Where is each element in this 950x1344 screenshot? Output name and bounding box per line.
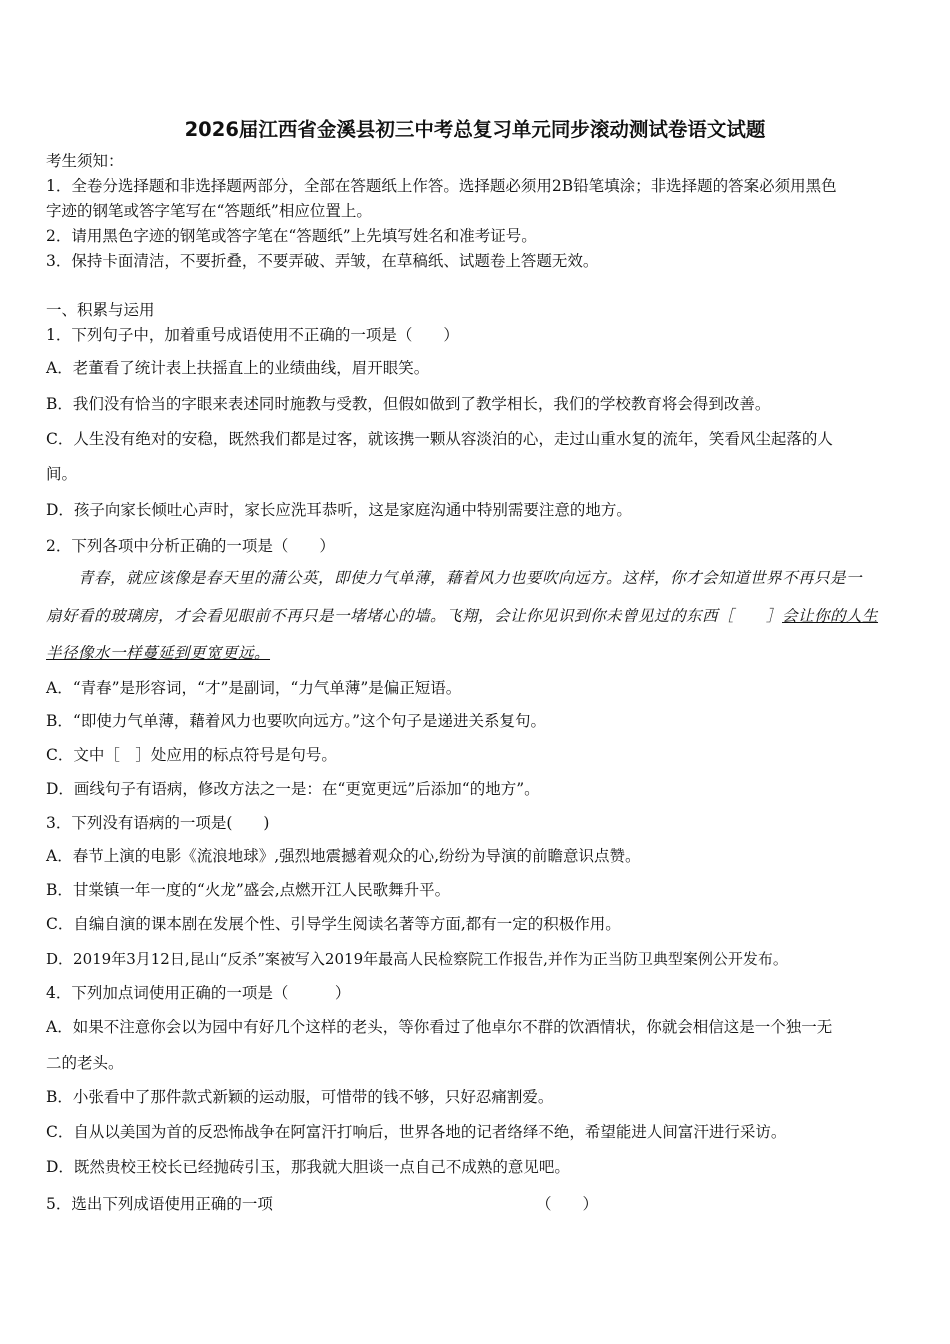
passage-text: 扇好看的玻璃房，才会看见眼前不再只是一堵堵心的墙。飞翔，会让你见识到你未曾见过的东西［ ］ — [46, 607, 783, 625]
question-stem: 4．下列加点词使用正确的一项是（ ） — [46, 984, 351, 1002]
question-stem: 1．下列句子中，加着重号成语使用不正确的一项是（ ） — [46, 326, 459, 344]
question-stem: 2．下列各项中分析正确的一项是（ ） — [46, 537, 335, 555]
question-stem: 3．下列没有语病的一项是( ) — [46, 814, 270, 832]
option: B．“即使力气单薄，藉着风力也要吹向远方。”这个句子是递进关系复句。 — [46, 712, 546, 730]
option: D．画线句子有语病，修改方法之一是：在“更宽更远”后添加“的地方”。 — [46, 780, 540, 798]
option: D．2019年3月12日,昆山“反杀”案被写入2019年最高人民检察院工作报告,并作为正当防卫典型案例公开发布。 — [46, 950, 788, 968]
option: A．春节上演的电影《流浪地球》,强烈地震撼着观众的心,纷纷为导演的前瞻意识点赞。 — [46, 847, 641, 865]
notice-item: 3．保持卡面清洁，不要折叠，不要弄破、弄皱，在草稿纸、试题卷上答题无效。 — [46, 252, 599, 270]
question-stem: 5．选出下列成语使用正确的一项 — [46, 1195, 273, 1213]
notice-item: 1．全卷分选择题和非选择题两部分，全部在答题纸上作答。选择题必须用2B铅笔填涂；非选择题的答案必须用黑色 — [46, 177, 837, 195]
option: C．自编自演的课本剧在发展个性、引导学生阅读名著等方面,都有一定的积极作用。 — [46, 915, 621, 933]
answer-parentheses: （ ） — [536, 1195, 599, 1213]
option: C．自从以美国为首的反恐怖战争在阿富汗打响后，世界各地的记者络绎不绝，希望能进人间富汗进行采访。 — [46, 1123, 787, 1141]
passage-line: 青春，就应该像是春天里的蒲公英，即使力气单薄，藉着风力也要吹向远方。这样，你才会知道世界不再只是一 — [78, 569, 863, 587]
option: A．如果不注意你会以为园中有好几个这样的老头，等你看过了他卓尔不群的饮酒情状，你就会相信这是一个独一无 — [46, 1018, 833, 1036]
option: B．我们没有恰当的字眼来表述同时施教与受教，但假如做到了教学相长，我们的学校教育将会得到改善。 — [46, 395, 771, 413]
notice-item: 2．请用黑色字迹的钢笔或答字笔在“答题纸”上先填写姓名和准考证号。 — [46, 227, 537, 245]
option: B．小张看中了那件款式新颖的运动服，可惜带的钱不够，只好忍痛割爱。 — [46, 1088, 554, 1106]
option: B．甘棠镇一年一度的“火龙”盛会,点燃开江人民歌舞升平。 — [46, 881, 451, 899]
notice-heading: 考生须知： — [46, 152, 124, 170]
passage-line — [46, 606, 878, 626]
option: A．“青春”是形容词，“才”是副词，“力气单薄”是偏正短语。 — [46, 679, 462, 697]
page-title: 2026届江西省金溪县初三中考总复习单元同步滚动测试卷语文试题 — [184, 118, 766, 141]
underlined-sentence: 半径像水一样蔓延到更宽更远。 — [46, 644, 271, 662]
underlined-sentence: 会让你的人生 — [782, 607, 879, 625]
option: D．既然贵校王校长已经抛砖引玉，那我就大胆谈一点自己不成熟的意见吧。 — [46, 1158, 570, 1176]
option: C．人生没有绝对的安稳，既然我们都是过客，就该携一颗从容淡泊的心，走过山重水复的流年，笑看风尘起落的人 — [46, 430, 833, 448]
notice-item: 字迹的钢笔或答字笔写在“答题纸”相应位置上。 — [46, 202, 372, 220]
option: C．文中［ ］处应用的标点符号是句号。 — [46, 746, 337, 764]
section-heading: 一、积累与运用 — [46, 301, 155, 319]
option: 二的老头。 — [46, 1054, 124, 1072]
option: 间。 — [46, 465, 78, 483]
option: A．老董看了统计表上扶摇直上的业绩曲线，眉开眼笑。 — [46, 359, 430, 377]
option: D．孩子向家长倾吐心声时，家长应洗耳恭听，这是家庭沟通中特别需要注意的地方。 — [46, 501, 632, 519]
